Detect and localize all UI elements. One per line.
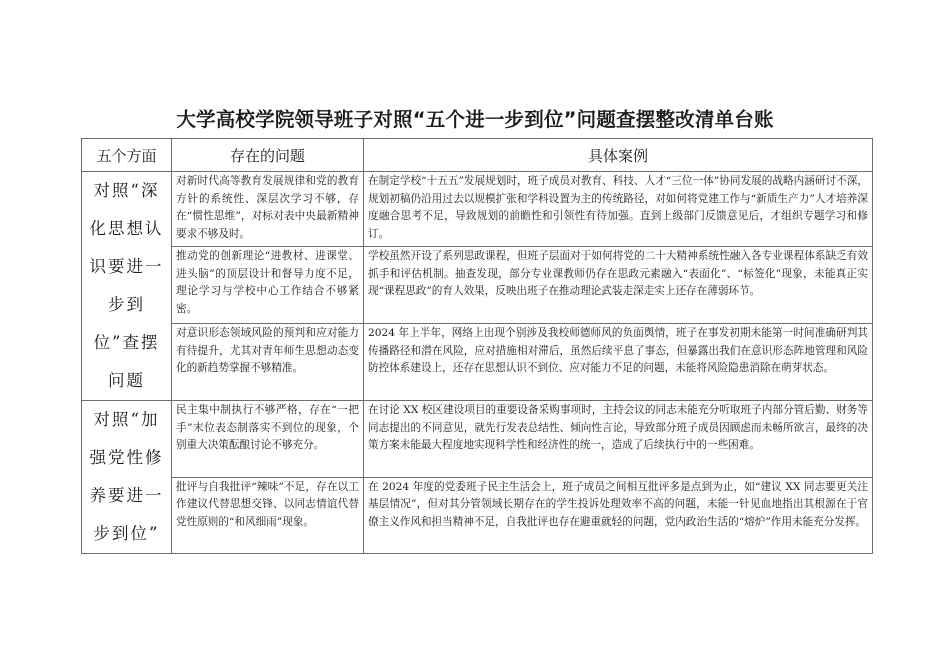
table-header-row bbox=[82, 139, 873, 172]
table-row bbox=[82, 324, 873, 401]
table-row bbox=[82, 172, 873, 247]
problem-cell: 批评与自我批评“辣味”不足，存在以工作建议代替思想交锋、以同志情谊代替党性原则的“和风细雨”现象。 bbox=[172, 477, 364, 554]
aspect-cell-party-spirit: 对照“加强党性修养要进一步到位” bbox=[82, 401, 172, 554]
header-case: 具体案例 bbox=[364, 139, 873, 172]
case-cell: 在 2024 年度的党委班子民主生活会上，班子成员之间相互批评多是点到为止，如“建议 XX 同志要更关注基层情况”，但对其分管领域长期存在的学生投诉处理效率不高的问题，未能一针见血地指出其根源在于官僚主义作风和担当精神不足，自我批评也存在避重就轻的问题，党内政治生活的“熔炉”作用未能充分发挥。 bbox=[364, 477, 873, 554]
table-row bbox=[82, 247, 873, 324]
problem-cell: 民主集中制执行不够严格，存在“一把手”末位表态制落实不到位的现象，个别重大决策酝酿讨论不够充分。 bbox=[172, 401, 364, 478]
problem-cell: 对意识形态领域风险的预判和应对能力有待提升，尤其对青年师生思想动态变化的新趋势掌握不够精准。 bbox=[172, 324, 364, 401]
case-cell: 在制定学校“十五五”发展规划时，班子成员对教育、科技、人才“三位一体”协同发展的战略内涵研讨不深，规划初稿仍沿用过去以规模扩张和学科设置为主的传统路径，对如何将党建工作与“新质生产力”人才培养深度融合思考不足，导致规划的前瞻性和引领性有待加强。直到上级部门反馈意见后，才组织专题学习和修订。 bbox=[364, 172, 873, 247]
table-row bbox=[82, 477, 873, 554]
case-cell: 在讨论 XX 校区建设项目的重要设备采购事项时，主持会议的同志未能充分听取班子内部分管后勤、财务等同志提出的不同意见，就先行发表总结性、倾向性言论，导致部分班子成员因顾虑而未畅所欲言，最终的决策方案未能最大程度地实现科学性和经济性的统一，造成了后续执行中的一些困难。 bbox=[364, 401, 873, 478]
rectification-ledger-table bbox=[81, 138, 873, 554]
problem-cell: 推动党的创新理论“进教材、进课堂、进头脑”的顶层设计和督导力度不足，理论学习与学校中心工作结合不够紧密。 bbox=[172, 247, 364, 324]
table-row bbox=[82, 401, 873, 478]
header-problem: 存在的问题 bbox=[172, 139, 364, 172]
header-aspect: 五个方面 bbox=[82, 139, 172, 172]
case-cell: 2024 年上半年，网络上出现个别涉及我校师德师风的负面舆情，班子在事发初期未能第一时间准确研判其传播路径和潜在风险，应对措施相对滞后，虽然后续平息了事态，但暴露出我们在意识形态阵地管理和风险防控体系建设上，还存在思想认识不到位、应对能力不足的问题，未能将风险隐患消除在萌芽状态。 bbox=[364, 324, 873, 401]
aspect-cell-thought: 对照“深化思想认识要进一步到位”查摆问题 bbox=[82, 172, 172, 401]
problem-cell: 对新时代高等教育发展规律和党的教育方针的系统性、深层次学习不够，存在“惯性思维”，对标对表中央最新精神要求不够及时。 bbox=[172, 172, 364, 247]
case-cell: 学校虽然开设了系列思政课程，但班子层面对于如何将党的二十大精神系统性融入各专业课程体系缺乏有效抓手和评估机制。抽查发现，部分专业课教师仍存在思政元素融入“表面化”、“标签化”现象，未能真正实现“课程思政”的育人效果，反映出班子在推动理论武装走深走实上还存在薄弱环节。 bbox=[364, 247, 873, 324]
document-title: 大学高校学院领导班子对照“五个进一步到位”问题查摆整改清单台账 bbox=[176, 108, 774, 131]
